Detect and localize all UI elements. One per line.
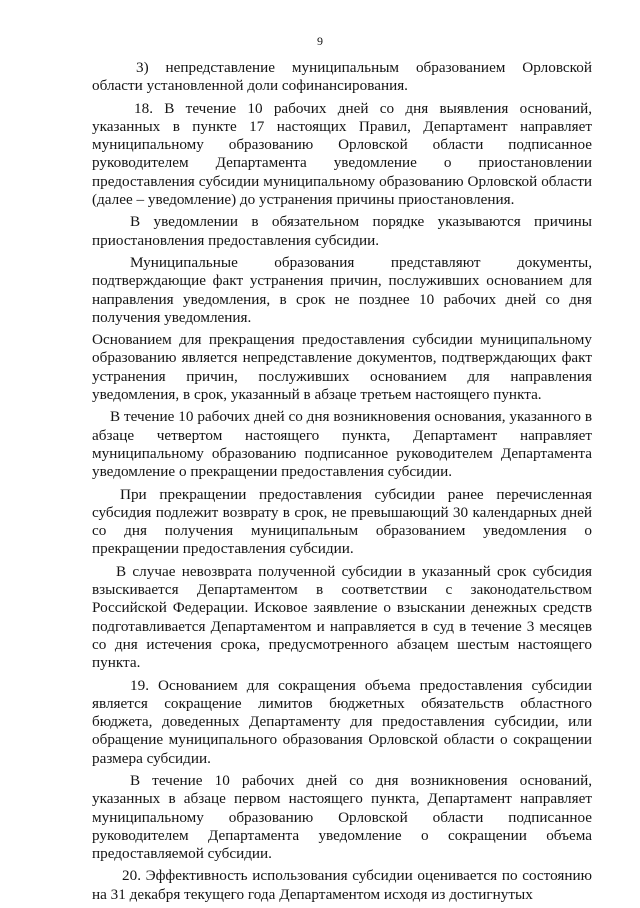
paragraph: 20. Эффективность использования субсидии оценивается по состоянию на 31 декабря текущего года Департаментом исходя из достигнутых bbox=[92, 867, 592, 903]
paragraph: Основанием для прекращения предоставления субсидии муниципальному образованию является непредставление документов, подтверждающих факт устранения причин, послуживших основанием для направления уведомления, в срок, указанный в абзаце третьем настоящего пункта. bbox=[92, 331, 592, 404]
paragraph: Муниципальные образования представляют документы, подтверждающие факт устранения причин, послуживших основанием для направления уведомления, в срок не позднее 10 рабочих дней со дня получения уведомления. bbox=[92, 253, 592, 326]
paragraph: 3) непредставление муниципальным образованием Орловской области установленной доли софинансирования. bbox=[92, 59, 592, 95]
paragraph: 19. Основанием для сокращения объема предоставления субсидии является сокращение лимитов бюджетных обязательств областного бюджета, доведенных Департаменту для предоставления субсидии, или обращение муниципального образования Орловской области о сокращении размера субсидии. bbox=[92, 676, 592, 767]
page-number: 9 bbox=[317, 34, 323, 48]
paragraph: 18. В течение 10 рабочих дней со дня выявления оснований, указанных в пункте 17 настоящих Правил, Департамент направляет муниципальному образованию Орловской области подписанное руководителем Департамента уведомление о приостановлении предоставления субсидии муниципальному образованию Орловской области (далее – уведомление) до устранения причины приостановления. bbox=[92, 99, 592, 209]
paragraph: В течение 10 рабочих дней со дня возникновения оснований, указанных в абзаце первом настоящего пункта, Департамент направляет муниципальному образованию Орловской области подписанное руководителем Департамента уведомление о сокращении объема предоставляемой субсидии. bbox=[92, 771, 592, 863]
paragraph: В уведомлении в обязательном порядке указываются причины приостановления предоставления субсидии. bbox=[92, 213, 592, 249]
document-body bbox=[92, 59, 592, 908]
paragraph: В течение 10 рабочих дней со дня возникновения основания, указанного в абзаце четвертом настоящего пункта, Департамент направляет муниципальному образованию подписанное руководителем Департамента уведомление о прекращении предоставления субсидии. bbox=[92, 408, 592, 481]
paragraph: В случае невозврата полученной субсидии в указанный срок субсидия взыскивается Департаментом в соответствии с законодательством Российской Федерации. Исковое заявление о взыскании денежных средств подготавливается Департаментом и направляется в суд в течение 3 месяцев со дня истечения срока, предусмотренного абзацем шестым настоящего пункта. bbox=[92, 562, 592, 672]
paragraph: При прекращении предоставления субсидии ранее перечисленная субсидия подлежит возврату в срок, не превышающий 30 календарных дней со дня получения муниципальным образованием уведомления о прекращении предоставления субсидии. bbox=[92, 485, 592, 558]
